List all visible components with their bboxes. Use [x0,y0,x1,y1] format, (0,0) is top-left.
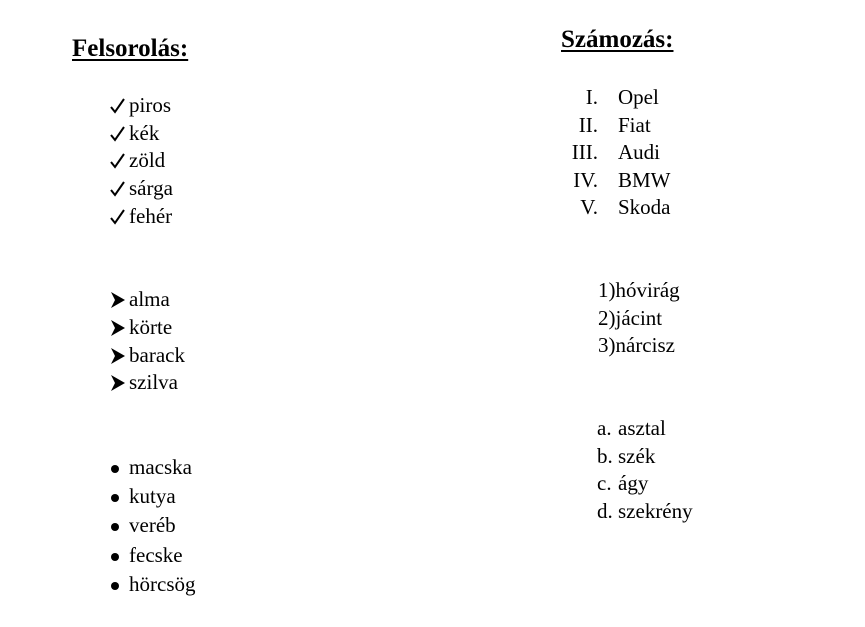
list-item-label: BMW [618,168,671,192]
list-item [560,142,760,166]
list-item [597,446,797,470]
list-item [560,170,760,194]
list-item-label: Fiat [618,113,651,137]
arrowhead-icon [109,345,127,367]
list-item-label: 2)jácint [598,306,663,330]
bullet-dot-icon [111,553,119,561]
list-item-label: szék [618,444,656,468]
list-item-label: asztal [618,416,666,440]
list-item-label: fecske [129,543,183,567]
arrowhead-icon [109,372,127,394]
list-item-number: II. [578,113,598,137]
list-item-number: IV. [573,168,598,192]
checkmark-icon [109,150,127,172]
list-item-label: piros [129,93,171,117]
list-item-label: Opel [618,85,659,109]
list-item-letter: a. [597,416,612,440]
bullet-dot-icon [111,523,119,531]
list-item [560,115,760,139]
list-item [560,87,760,111]
list-item-label: Skoda [618,195,671,219]
list-item-label: kutya [129,484,176,508]
list-item-label: ágy [618,471,649,495]
list-item-label: macska [129,455,192,479]
list-item-number: V. [580,195,598,219]
list-item-label: szilva [129,370,178,394]
list-item-label: 3)nárcisz [598,333,675,357]
list-item-label: 1)hóvirág [598,278,680,302]
checkmark-icon [109,178,127,200]
arrowhead-icon [109,289,127,311]
list-item [560,197,760,221]
list-item-number: I. [585,85,598,109]
list-item-label: zöld [129,148,166,172]
list-item-letter: b. [597,444,613,468]
list-item-label: körte [129,315,173,339]
list-item-letter: c. [597,471,612,495]
list-item-label: barack [129,343,185,367]
list-item-label: veréb [129,513,176,537]
checkmark-icon [109,95,127,117]
bullet-dot-icon [111,494,119,502]
bullet-dot-icon [111,465,119,473]
list-item [597,501,797,525]
list-item-label: hörcsög [129,572,196,596]
list-item-letter: d. [597,499,613,523]
list-item-label: sárga [129,176,173,200]
heading-szamozas: Számozás: [561,26,674,53]
list-item-label: kék [129,121,160,145]
list-item-label: alma [129,287,170,311]
bullet-dot-icon [111,582,119,590]
checkmark-icon [109,123,127,145]
list-item-label: Audi [618,140,660,164]
arrowhead-icon [109,317,127,339]
list-item-label: szekrény [618,499,693,523]
checkmark-icon [109,206,127,228]
heading-felsorolas: Felsorolás: [72,35,189,62]
list-item-label: fehér [129,204,173,228]
list-item [597,418,797,442]
list-item-number: III. [571,140,598,164]
list-item [597,473,797,497]
